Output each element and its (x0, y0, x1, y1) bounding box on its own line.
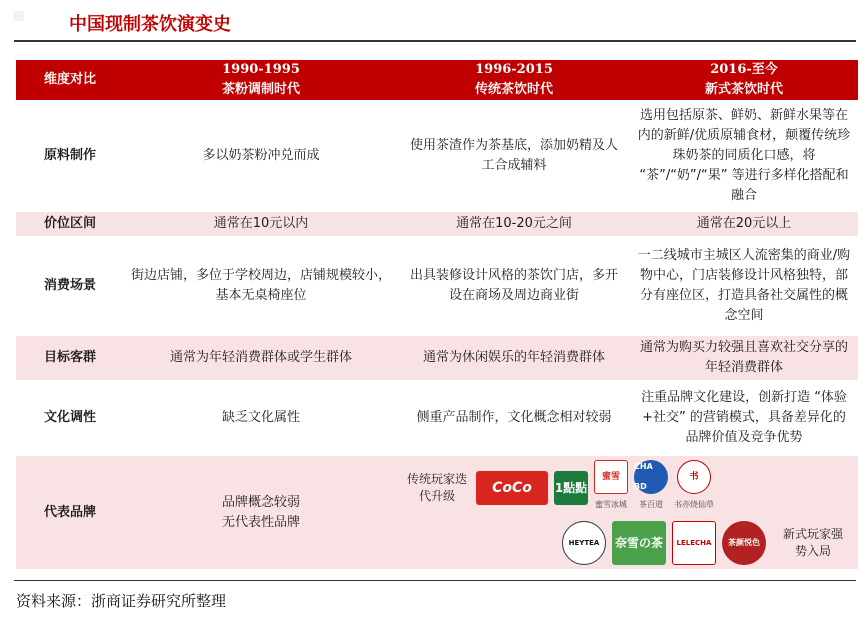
lelecha-logo (672, 521, 716, 565)
table-cell: 通常在10元以内 (124, 212, 398, 236)
chabaidao-logo-mark: CHA BD (634, 460, 668, 494)
era-2-years: 1996-2015 (475, 62, 553, 77)
row-label: 原料制作 (16, 100, 124, 212)
table-cell: 选用包括原茶、鲜奶、新鲜水果等在内的新鲜/优质原辅食材，颠覆传统珍珠奶茶的同质化口感，将 “茶”/“奶”/“果” 等进行多样化搭配和融合 (630, 100, 858, 212)
table-cell: 通常在10-20元之间 (398, 212, 630, 236)
table-header-row (16, 60, 858, 100)
header-dimension: 维度对比 (16, 60, 124, 100)
comparison-table (16, 60, 858, 569)
table-cell: 一二线城市主城区人流密集的商业/购物中心，门店装修设计风格独特，部分有座位区，打造具备社交属性的概念空间 (630, 236, 858, 336)
table-cell: 街边店铺，多位于学校周边，店铺规模较小，基本无桌椅座位 (124, 236, 398, 336)
header-era-1 (124, 60, 398, 100)
era-1-years: 1990-1995 (222, 62, 300, 77)
mixue-logo-mark: 蜜雪 (594, 460, 628, 494)
era-1-name: 茶粉调制时代 (221, 82, 300, 97)
table-cell: 通常在20元以上 (630, 212, 858, 236)
brand-logos-cell (398, 456, 858, 569)
row-label: 价位区间 (16, 212, 124, 236)
lelecha-logo-mark: LELECHA (672, 521, 716, 565)
table-row-price (16, 212, 858, 236)
source-note: 资料来源：浙商证券研究所整理 (16, 592, 227, 610)
table-row-ingredients (16, 100, 858, 212)
yidiandian-logo-mark: 1點點 (554, 471, 588, 505)
table-cell: 出具装修设计风格的茶饮门店，多开设在商场及周边商业街 (398, 236, 630, 336)
title-divider (14, 40, 856, 42)
nayuki-logo (612, 521, 666, 565)
heytea-logo (562, 521, 606, 565)
shuyi-logo (674, 460, 714, 515)
new-label: 新式玩家强势入局 (782, 527, 843, 558)
chabaidao-logo (634, 460, 668, 515)
table-cell: 品牌概念较弱 无代表性品牌 (124, 456, 398, 569)
yidiandian-logo (554, 471, 588, 505)
traditional-label: 传统玩家迭代升级 (406, 471, 467, 503)
header-era-2 (398, 60, 630, 100)
row-label: 代表品牌 (16, 456, 124, 569)
era-2-name: 传统茶饮时代 (474, 82, 553, 97)
traditional-brands-row (404, 460, 852, 515)
chabaidao-caption: 茶百道 (639, 500, 663, 509)
coco-logo-mark: CoCo (476, 471, 548, 505)
row-label: 消费场景 (16, 236, 124, 336)
title-marker (14, 11, 24, 21)
footer-divider (14, 580, 856, 581)
era-3-years: 2016-至今 (710, 62, 778, 77)
table-cell: 缺乏文化属性 (124, 380, 398, 456)
shuyi-caption: 书亦烧仙草 (674, 500, 714, 509)
chayan-logo (722, 521, 766, 565)
shuyi-logo-mark: 书 (677, 460, 711, 494)
new-brands-row (562, 521, 852, 565)
mixue-caption: 蜜雪冰城 (595, 500, 627, 509)
row-label: 文化调性 (16, 380, 124, 456)
table-cell: 通常为购买力较强且喜欢社交分享的年轻消费群体 (630, 336, 858, 380)
table-cell: 侧重产品制作，文化概念相对较弱 (398, 380, 630, 456)
header-era-3 (630, 60, 858, 100)
table-cell: 通常为休闲娱乐的年轻消费群体 (398, 336, 630, 380)
table-cell: 多以奶茶粉冲兑而成 (124, 100, 398, 212)
table-cell: 使用茶渣作为茶基底，添加奶精及人工合成辅料 (398, 100, 630, 212)
coco-logo (476, 471, 548, 505)
era-3-name: 新式茶饮时代 (704, 82, 783, 97)
chayan-logo-mark: 茶颜悦色 (722, 521, 766, 565)
table-row-culture (16, 380, 858, 456)
table-row-brands (16, 456, 858, 569)
table-cell: 通常为年轻消费群体或学生群体 (124, 336, 398, 380)
table-cell: 注重品牌文化建设，创新打造 “体验+社交” 的营销模式，具备差异化的品牌价值及竞争优势 (630, 380, 858, 456)
table-row-audience (16, 336, 858, 380)
nayuki-logo-mark: 奈雪の茶 (612, 521, 666, 565)
heytea-logo-mark: HEYTEA (562, 521, 606, 565)
row-label: 目标客群 (16, 336, 124, 380)
table-row-scenario (16, 236, 858, 336)
title-bar (0, 0, 866, 44)
page-title: 中国现制茶饮演变史 (69, 14, 231, 35)
mixue-logo (594, 460, 628, 515)
